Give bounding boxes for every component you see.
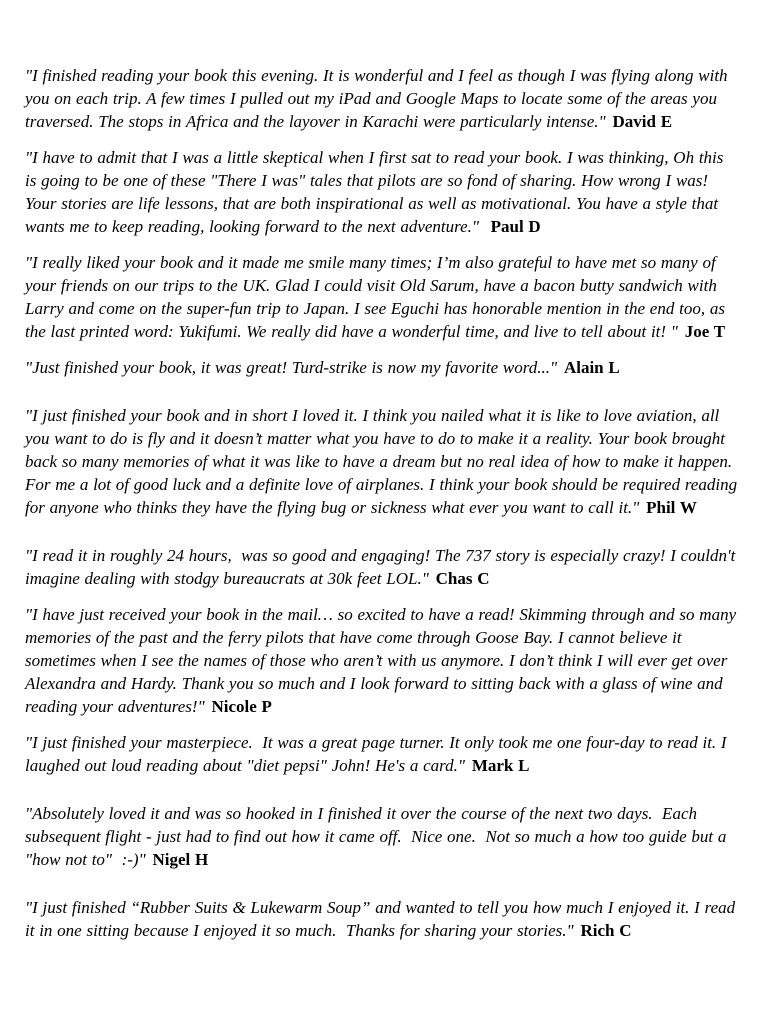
testimonial: [25, 404, 742, 519]
testimonial-text: "I read it in roughly 24 hours, was so good and engaging! The 737 story is especially crazy! I couldn't imagine dealing with stodgy bureaucrats at 30k feet LOL.": [25, 546, 741, 588]
testimonial-author: Nigel H: [152, 850, 209, 869]
testimonial-author: Paul D: [490, 217, 541, 236]
testimonial-text: "Just finished your book, it was great! Turd-strike is now my favorite word...": [25, 358, 558, 377]
testimonial: [25, 896, 739, 942]
testimonial-author: Mark L: [471, 756, 530, 775]
testimonial-text: "I just finished “Rubber Suits & Lukewarm Soup” and wanted to tell you how much I enjoyed it. I read it in one sitting because I enjoyed it so much. Thanks for sharing your stories.": [25, 898, 740, 940]
testimonial-text: "Absolutely loved it and was so hooked in I finished it over the course of the next two days. Each subsequent flight - just had to find out how it came off. Nice one. Not so much a how too guide but a "how not to" :-)": [25, 804, 732, 869]
testimonial: [25, 251, 739, 343]
testimonial-author: David E: [612, 112, 673, 131]
testimonial-author: Rich C: [580, 921, 632, 940]
testimonial: [25, 544, 739, 590]
testimonial: [25, 356, 739, 379]
testimonial-text: "I just finished your book and in short I loved it. I think you nailed what it is like to love aviation, all you want to do is fly and it doesn’t matter what you have to do to make it a reality. Your book brought back so many memories of what it was like to have a dream but no real idea of how to make it happen. For me a lot of good luck and a definite love of airplanes. I think your book should be required reading for anyone who thinks they have the flying bug or sickness what ever you want to call it.": [25, 406, 742, 517]
testimonial-author: Chas C: [435, 569, 490, 588]
testimonial-text: "I really liked your book and it made me smile many times; I’m also grateful to have met so many of your friends on our trips to the UK. Glad I could visit Old Sarum, have a bacon butty sandwich with Larry and come on the super-fun trip to Japan. I see Eguchi has honorable mention in the end too, as the last printed word: Yukifumi. We really did have a wonderful time, and live to tell about it! ": [25, 253, 730, 341]
testimonial-text: "I just finished your masterpiece. It was a great page turner. It only took me one four-day to read it. I laughed out loud reading about "diet pepsi" John! He's a card.": [25, 733, 732, 775]
testimonial: [25, 146, 739, 238]
testimonial-text: "I have to admit that I was a little skeptical when I first sat to read your book. I was thinking, Oh this is going to be one of these "There I was" tales that pilots are so fond of sharing. How wrong I was! Your stories are life lessons, that are both inspirational as well as motivational. You have a style that wants me to keep reading, looking forward to the next adventure.": [25, 148, 729, 236]
testimonial-author: Joe T: [684, 322, 726, 341]
testimonial-author: Alain L: [563, 358, 620, 377]
testimonial-author: Phil W: [646, 498, 697, 517]
testimonial: [25, 603, 739, 718]
testimonial: [25, 802, 739, 871]
testimonial-author: Nicole P: [211, 697, 272, 716]
testimonial: [25, 64, 739, 133]
testimonial: [25, 731, 739, 777]
testimonial-text: "I finished reading your book this evening. It is wonderful and I feel as though I was flying along with you on each trip. A few times I pulled out my iPad and Google Maps to locate some of the areas you traversed. The stops in Africa and the layover in Karachi were particularly intense.": [25, 66, 733, 131]
testimonial-text: "I have just received your book in the mail… so excited to have a read! Skimming through and so many memories of the past and the ferry pilots that have come through Goose Bay. I cannot believe it sometimes when I see the names of those who aren’t with us anymore. I don’t think I will ever get over Alexandra and Hardy. Thank you so much and I look forward to sitting back with a glass of wine and reading your adventures!": [25, 605, 741, 716]
